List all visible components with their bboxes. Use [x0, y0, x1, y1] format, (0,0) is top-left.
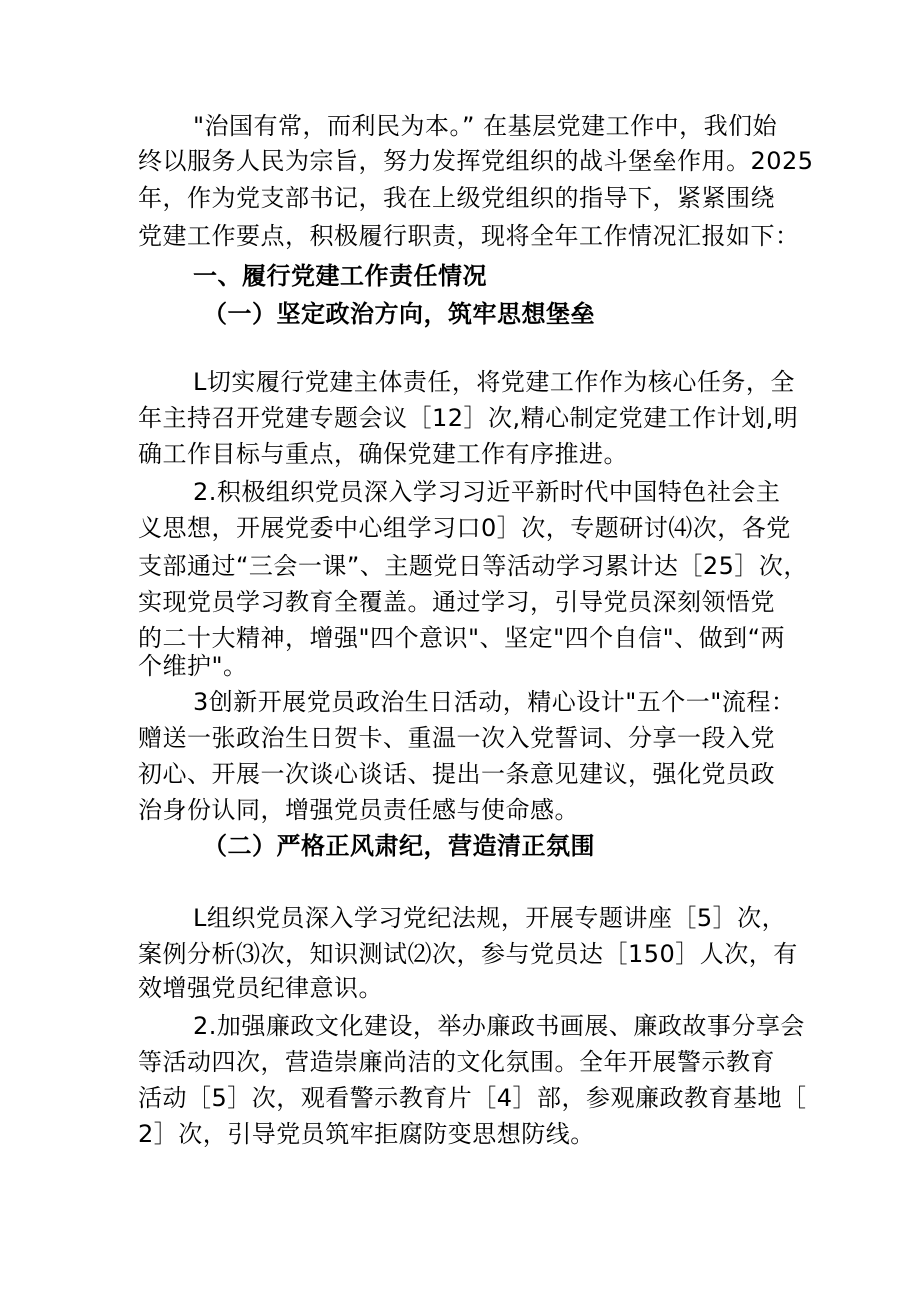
paragraph-line: 实现党员学习教育全覆盖。通过学习，引导党员深刻领悟党: [138, 588, 775, 616]
paragraph-line: "治国有常，而利民为本。” 在基层党建工作中，我们始: [193, 112, 778, 140]
paragraph-line: 案例分析⑶次，知识测试⑵次，参与党员达［150］人次，有: [138, 940, 798, 968]
paragraph-line: 年，作为党支部书记，我在上级党组织的指导下，紧紧围绕: [138, 184, 775, 212]
subsection-heading: （二）严格正风肃纪，营造清正氛围: [203, 832, 595, 860]
paragraph-line: 2］次，引导党员筑牢拒腐防变思想防线。: [138, 1120, 595, 1148]
paragraph-line: 党建工作要点，积极履行职责，现将全年工作情况汇报如下：: [138, 222, 800, 250]
paragraph-line: 3创新开展党员政治生日活动，精心设计"五个一"流程：: [193, 688, 796, 716]
paragraph-line: 2.积极组织党员深入学习习近平新时代中国特色社会主: [193, 478, 781, 506]
paragraph-line: 等活动四次，营造崇廉尚洁的文化氛围。全年开展警示教育: [138, 1048, 775, 1076]
paragraph-line: 个维护"。: [138, 652, 248, 680]
paragraph-line: L切实履行党建主体责任，将党建工作作为核心任务，全: [193, 368, 795, 396]
paragraph-line: 年主持召开党建专题会议［12］次,精心制定党建工作计划,明: [138, 404, 799, 432]
paragraph-line: L组织党员深入学习党纪法规，开展专题讲座［5］次，: [193, 904, 787, 932]
paragraph-line: 赠送一张政治生日贺卡、重温一次入党誓词、分享一段入党: [138, 724, 775, 752]
paragraph-line: 的二十大精神，增强"四个意识"、坚定"四个自信"、做到“两: [138, 624, 786, 652]
section-heading: 一、履行党建工作责任情况: [193, 262, 487, 290]
paragraph-line: 确工作目标与重点，确保党建工作有序推进。: [138, 440, 628, 468]
paragraph-line: 支部通过“三会一课”、主题党日等活动学习累计达［25］次，: [138, 552, 808, 580]
paragraph-line: 2.加强廉政文化建设，举办廉政书画展、廉政故事分享会: [193, 1012, 805, 1040]
paragraph-line: 活动［5］次，观看警示教育片［4］部，参观廉政教育基地［: [138, 1084, 807, 1112]
paragraph-line: 义思想，开展党委中心组学习口0］次，专题研讨⑷次，各党: [138, 514, 791, 542]
subsection-heading: （一）坚定政治方向，筑牢思想堡垒: [203, 300, 595, 328]
paragraph-line: 效增强党员纪律意识。: [138, 974, 383, 1002]
paragraph-line: 治身份认同，增强党员责任感与使命感。: [138, 796, 579, 824]
paragraph-line: 终以服务人民为宗旨，努力发挥党组织的战斗堡垒作用。2025: [138, 147, 814, 175]
paragraph-line: 初心、开展一次谈心谈话、提出一条意见建议，强化党员政: [138, 760, 775, 788]
